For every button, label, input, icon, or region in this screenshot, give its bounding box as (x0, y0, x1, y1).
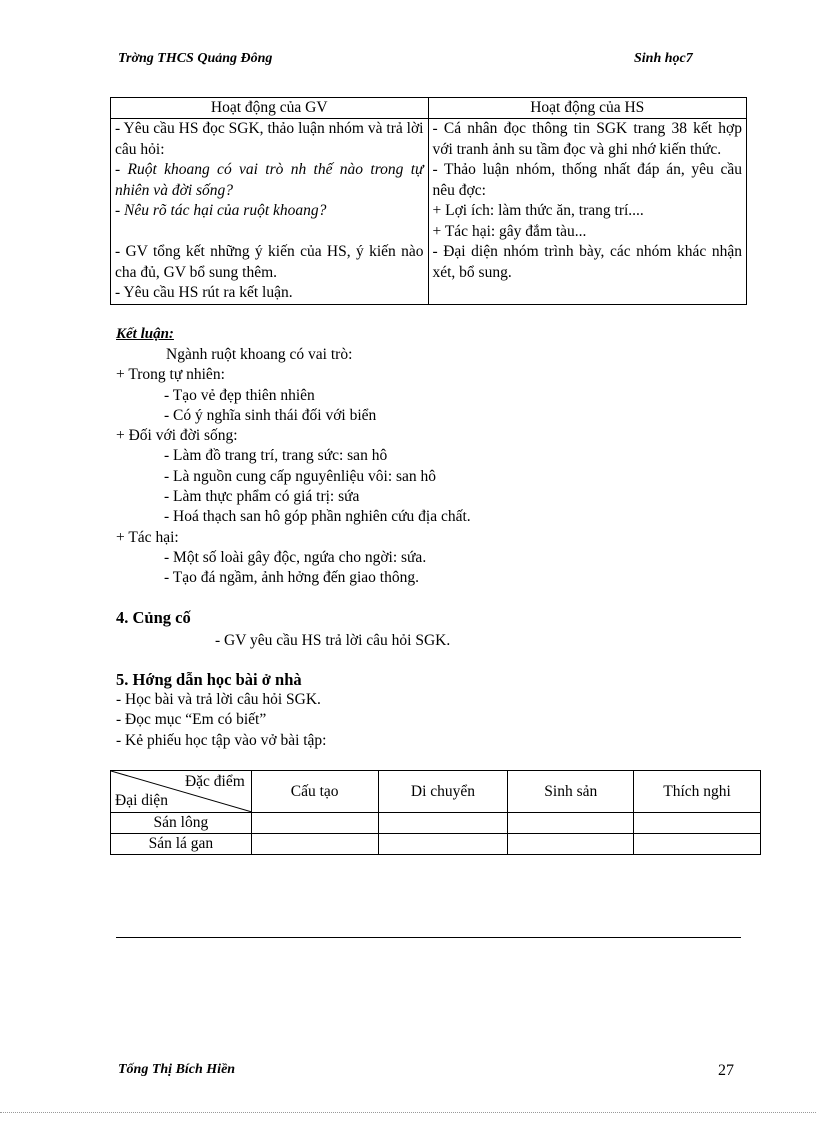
column-header: Sinh sản (508, 771, 634, 813)
gv-line: - Yêu cầu HS đọc SGK, thảo luận nhóm và trả lời câu hỏi: (115, 120, 424, 158)
conclusion-item: - Tạo đá ngầm, ảnh hởng đến giao thông. (164, 569, 419, 587)
gv-line: - Yêu cầu HS rút ra kết luận. (115, 284, 293, 301)
conclusion-item: - Làm đồ trang trí, trang sức: san hô (164, 447, 388, 465)
conclusion-group-label: + Đối với đời sống: (116, 427, 238, 445)
gv-line: - GV tổng kết những ý kiến của HS, ý kiến nào cha đủ, GV bổ sung thêm. (115, 243, 424, 281)
empty-cell (508, 813, 634, 834)
conclusion-item: - Là nguồn cung cấp nguyênliệu vôi: san hô (164, 467, 437, 485)
conclusion-intro: Ngành ruột khoang có vai trò: (166, 346, 353, 363)
footer-rule (116, 937, 741, 938)
section5-lines (116, 690, 327, 751)
conclusion-group-label: + Tác hại: (116, 528, 179, 546)
conclusion-item: - Tạo vẻ đẹp thiên nhiên (164, 386, 315, 404)
row-label: Sán lá gan (111, 834, 252, 855)
col-header-hs: Hoạt động của HS (428, 98, 747, 119)
section5-line: - Kẻ phiếu học tập vào vở bài tập: (116, 731, 327, 749)
hs-line: - Đại diện nhóm trình bày, các nhóm khác nhận xét, bổ sung. (432, 243, 742, 281)
conclusion-body (116, 345, 756, 589)
corner-top-label: Đặc điểm (184, 773, 245, 790)
conclusion-group-label: + Trong tự nhiên: (116, 366, 225, 384)
empty-cell (508, 834, 634, 855)
section5-title: 5. Hớng dẫn học bài ở nhà (116, 670, 302, 689)
empty-cell (634, 813, 761, 834)
header-subject: Sinh học7 (634, 51, 693, 66)
gv-line: - Nêu rõ tác hại của ruột khoang? (115, 202, 327, 219)
conclusion-item: - Làm thực phẩm có giá trị: sứa (164, 488, 360, 506)
hs-activities-cell (428, 119, 747, 305)
footer-author: Tống Thị Bích Hiền (118, 1062, 236, 1077)
empty-cell (251, 813, 378, 834)
empty-cell (378, 834, 508, 855)
col-header-gv: Hoạt động của GV (111, 98, 429, 119)
worksheet-table (110, 770, 761, 855)
row-label: Sán lông (111, 813, 252, 834)
gv-line: - Ruột khoang có vai trò nh thế nào trong tự nhiên và đời sống? (115, 161, 424, 199)
empty-cell (378, 813, 508, 834)
section4-line: - GV yêu cầu HS trả lời câu hỏi SGK. (215, 632, 451, 649)
empty-cell (251, 834, 378, 855)
conclusion-item: - Hoá thạch san hô góp phần nghiên cứu địa chất. (164, 508, 471, 526)
hs-line: - Thảo luận nhóm, thống nhất đáp án, yêu cầu nêu đợc: (432, 161, 742, 199)
gv-activities-cell (111, 119, 429, 305)
activity-table (110, 97, 747, 305)
column-header: Di chuyển (378, 771, 508, 813)
conclusion-item: - Một số loài gây độc, ngứa cho ngời: sứa. (164, 548, 427, 566)
hs-line: - Cá nhân đọc thông tin SGK trang 38 kết hợp với tranh ảnh su tầm đọc và ghi nhớ kiến thức. (432, 120, 742, 158)
column-header: Cấu tạo (251, 771, 378, 813)
corner-cell (111, 771, 252, 813)
page-edge (0, 1112, 816, 1113)
conclusion-item: - Có ý nghĩa sinh thái đối với biển (164, 406, 377, 424)
header-school: Trờng THCS Quảng Đông (118, 51, 273, 66)
conclusion-title: Kết luận: (116, 326, 174, 342)
section5-line: - Đọc mục “Em có biết” (116, 711, 267, 729)
hs-line: + Lợi ích: làm thức ăn, trang trí.... (432, 202, 644, 219)
gv-line (115, 222, 424, 243)
empty-cell (634, 834, 761, 855)
corner-bottom-label: Đại diện (115, 792, 168, 809)
hs-line: + Tác hại: gây đắm tàu... (432, 222, 587, 240)
section5-line: - Học bài và trả lời câu hỏi SGK. (116, 691, 321, 708)
page-number: 27 (718, 1062, 734, 1079)
column-header: Thích nghi (634, 771, 761, 813)
section4-title: 4. Củng cố (116, 608, 191, 627)
